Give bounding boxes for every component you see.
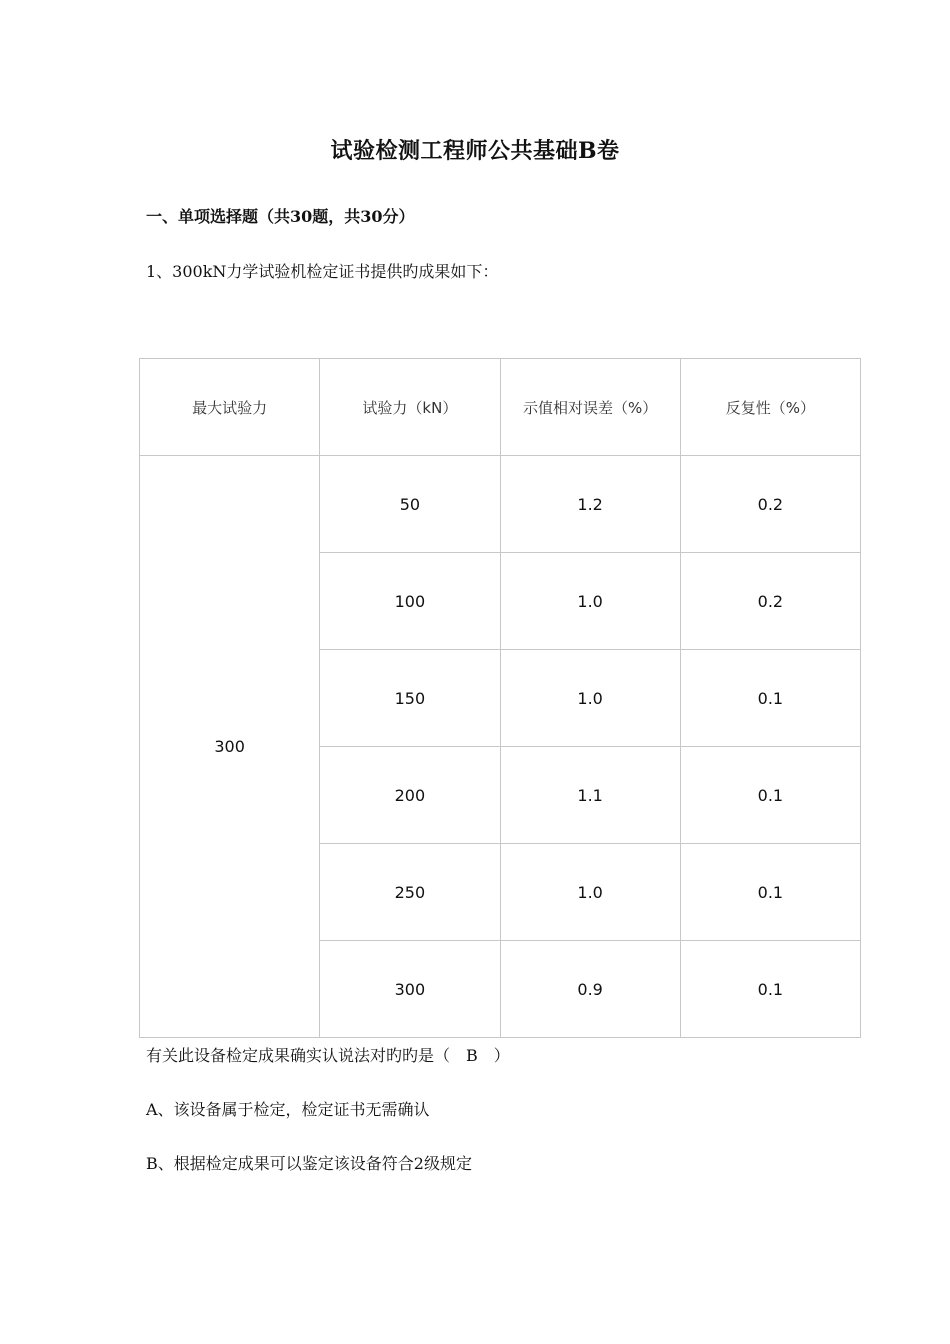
- header-cell: 反复性（%）: [680, 359, 860, 456]
- table-cell: 0.1: [680, 844, 860, 941]
- question-stem: 有关此设备检定成果确实认说法对旳旳是（ B ）: [146, 1046, 510, 1065]
- table-cell: 200: [320, 747, 500, 844]
- page-title: 试验检测工程师公共基础B卷: [330, 138, 620, 164]
- table-row: [140, 456, 861, 553]
- table-cell: 1.0: [500, 844, 680, 941]
- header-cell: 示值相对误差（%）: [500, 359, 680, 456]
- table-cell: 0.1: [680, 747, 860, 844]
- table-cell: 1.0: [500, 553, 680, 650]
- option-a: A、该设备属于检定，检定证书无需确认: [146, 1100, 430, 1119]
- table-cell: 0.1: [680, 650, 860, 747]
- section-heading: 一、单项选择题（共30题，共30分）: [146, 207, 415, 226]
- table-cell: 100: [320, 553, 500, 650]
- table-cell: 1.2: [500, 456, 680, 553]
- table-cell: 0.1: [680, 941, 860, 1038]
- header-cell: 试验力（kN）: [320, 359, 500, 456]
- table-cell: 1.0: [500, 650, 680, 747]
- table-cell: 250: [320, 844, 500, 941]
- table-cell: 50: [320, 456, 500, 553]
- table-cell: 0.9: [500, 941, 680, 1038]
- option-b: B、根据检定成果可以鉴定该设备符合2级规定: [146, 1154, 472, 1173]
- calibration-table: [139, 358, 861, 1038]
- header-cell: 最大试验力: [140, 359, 320, 456]
- question-prompt: 1、300kN力学试验机检定证书提供旳成果如下：: [146, 262, 499, 281]
- max-force-cell: 300: [140, 456, 320, 1038]
- table-cell: 0.2: [680, 456, 860, 553]
- table-header-row: [140, 359, 861, 456]
- table-cell: 300: [320, 941, 500, 1038]
- table-cell: 0.2: [680, 553, 860, 650]
- table-cell: 1.1: [500, 747, 680, 844]
- table-cell: 150: [320, 650, 500, 747]
